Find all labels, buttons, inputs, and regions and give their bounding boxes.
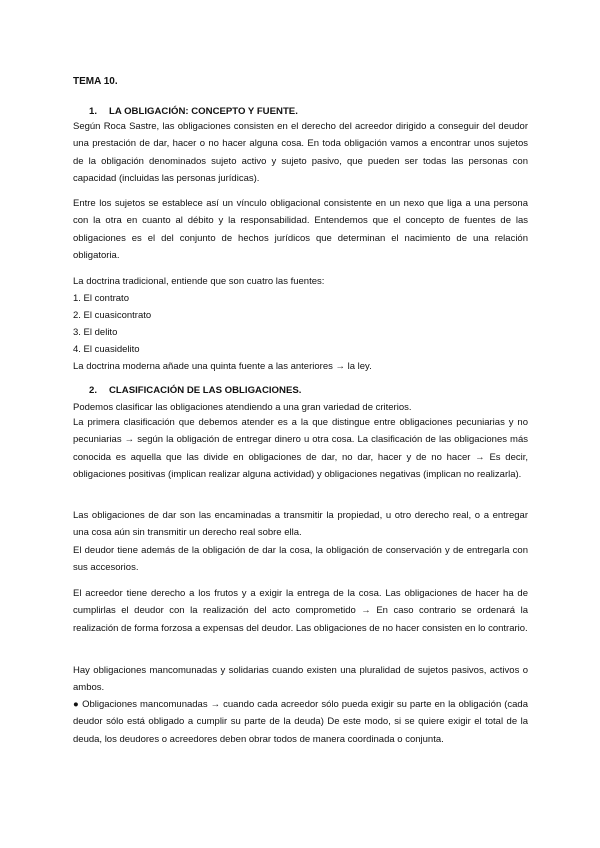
section-2-bullet-mancomunadas: ● Obligaciones mancomunadas → cuando cada acreedor sólo pueda exigir su parte en la obligación (cada deudor sólo está obligado a cumplir su parte de la deuda) De este modo, si se quiere exigir el total de la deuda, los deudores o acreedores deben obrar todos de manera coordinada o conjunta. <box>73 699 528 745</box>
section-2-paragraph-3: Las obligaciones de dar son las encaminadas a transmitir la propiedad, u otro derecho real, o a entregar una cosa aún sin transmitir un derecho real sobre ella. <box>73 510 528 539</box>
source-item-1: 1. El contrato <box>73 293 129 304</box>
section-2-heading <box>89 385 301 396</box>
section-1-number: 1. <box>89 106 98 117</box>
section-2-title: CLASIFICACIÓN DE LAS OBLIGACIONES. <box>109 385 302 396</box>
source-item-4: 4. El cuasidelito <box>73 344 140 355</box>
section-2-paragraph-1: Podemos clasificar las obligaciones atendiendo a una gran variedad de criterios. <box>73 402 412 413</box>
source-item-3: 3. El delito <box>73 327 118 338</box>
document-title: TEMA 10. <box>73 76 118 87</box>
sources-closing: La doctrina moderna añade una quinta fuente a las anteriores → la ley. <box>73 361 372 372</box>
section-2-paragraph-5: El acreedor tiene derecho a los frutos y a exigir la entrega de la cosa. Las obligaciones de hacer ha de cumplirlas el deudor con la realización del acto comprometido → En caso contrario se ordenará la realización de forma forzosa a expensas del deudor. Las obligaciones de no hacer consisten en lo contrario. <box>73 588 528 634</box>
section-1-paragraph-1: Según Roca Sastre, las obligaciones consisten en el derecho del acreedor dirigido a conseguir del deudor una prestación de dar, hacer o no hacer alguna cosa. En toda obligación vamos a encontrar unos sujetos de la obligación denominados sujeto activo y sujeto pasivo, que pueden ser todas las personas con capacidad (incluidas las personas jurídicas). <box>73 121 528 185</box>
source-item-2: 2. El cuasicontrato <box>73 310 152 321</box>
section-2-paragraph-2: La primera clasificación que debemos atender es a la que distingue entre obligaciones pecuniarias y no pecuniarias → según la obligación de entregar dinero u otra cosa. La clasificación de las obligaciones más conocida es aquella que las divide en obligaciones de dar, no dar, hacer y de no hacer → Es decir, obligaciones positivas (implican realizar alguna actividad) y obligaciones negativas (implican no realizarla). <box>73 417 528 481</box>
section-1-heading <box>89 106 298 117</box>
section-2-paragraph-6: Hay obligaciones mancomunadas y solidarias cuando existen una pluralidad de sujetos pasivos, activos o ambos. <box>73 665 528 694</box>
sources-intro: La doctrina tradicional, entiende que son cuatro las fuentes: <box>73 276 325 287</box>
section-2-number: 2. <box>89 385 98 396</box>
section-1-title: LA OBLIGACIÓN: CONCEPTO Y FUENTE. <box>109 106 298 117</box>
section-1-paragraph-2: Entre los sujetos se establece así un vínculo obligacional consistente en un nexo que liga a una persona con la otra en cuanto al débito y la responsabilidad. Entendemos que el concepto de fuentes de las obligaciones es el del conjunto de hechos jurídicos que determinan el nacimiento de una relación obligatoria. <box>73 198 528 262</box>
section-2-paragraph-4: El deudor tiene además de la obligación de dar la cosa, la obligación de conservación y de entregarla con sus accesorios. <box>73 545 528 574</box>
